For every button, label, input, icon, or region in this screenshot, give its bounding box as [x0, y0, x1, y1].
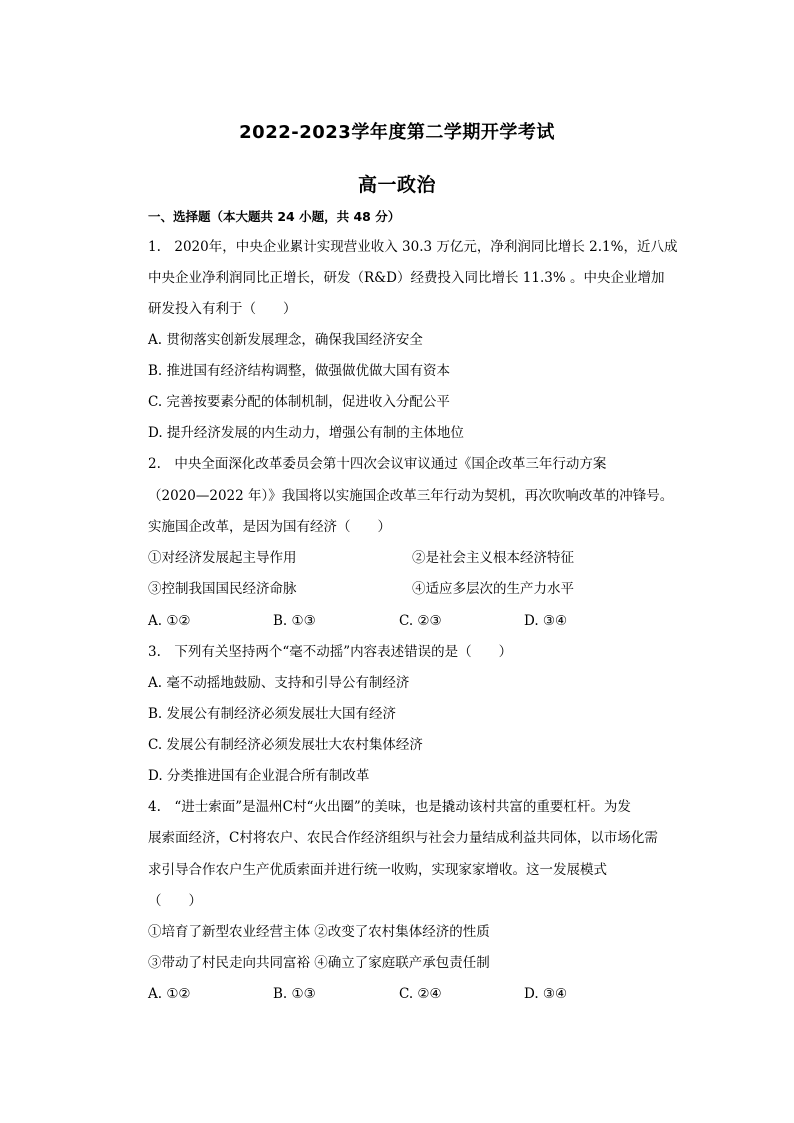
q4-option-d[interactable]: D. ③④: [524, 986, 568, 1002]
q1-option-b[interactable]: B. 推进国有经济结构调整，做强做优做大国有资本: [148, 363, 451, 379]
q2-statement-2: ②是社会主义根本经济特征: [412, 550, 574, 566]
q4-option-c[interactable]: C. ②④: [399, 986, 442, 1002]
q1-option-a[interactable]: A. 贯彻落实创新发展理念，确保我国经济安全: [148, 332, 423, 348]
q2-stem-line-2: （2020—2022 年）》我国将以实施国企改革三年行动为契机，再次吹响改革的冲锋号。: [148, 488, 674, 504]
q4-statements-line-1: ①培育了新型农业经营主体 ②改变了农村集体经济的性质: [148, 924, 490, 940]
q2-option-c[interactable]: C. ②③: [399, 613, 442, 629]
q3-option-c[interactable]: C. 发展公有制经济必须发展壮大农村集体经济: [148, 737, 423, 753]
q2-option-b[interactable]: B. ①③: [273, 613, 316, 629]
section-heading: 一、选择题（本大题共 24 小题，共 48 分）: [148, 209, 401, 224]
q1-option-d[interactable]: D. 提升经济发展的内生动力，增强公有制的主体地位: [148, 425, 464, 441]
q2-stem-line-1: 2. 中央全面深化改革委员会第十四次会议审议通过《国企改革三年行动方案: [148, 456, 607, 472]
q1-stem-line-2: 中央企业净利润同比正增长，研发（R&D）经费投入同比增长 11.3% 。中央企业增加: [148, 270, 665, 286]
q1-stem-line-1: 1. 2020年，中央企业累计实现营业收入 30.3 万亿元，净利润同比增长 2.1%，近八成: [148, 239, 678, 255]
q3-option-a[interactable]: A. 毫不动摇地鼓励、支持和引导公有制经济: [148, 675, 410, 691]
q2-statement-4: ④适应多层次的生产力水平: [412, 581, 574, 597]
q4-option-a[interactable]: A. ①②: [148, 986, 191, 1002]
q2-option-a[interactable]: A. ①②: [148, 613, 191, 629]
q4-statements-line-2: ③带动了村民走向共同富裕 ④确立了家庭联产承包责任制: [148, 955, 490, 971]
q1-stem-line-3: 研发投入有利于（ ）: [148, 301, 297, 317]
q4-option-b[interactable]: B. ①③: [273, 986, 316, 1002]
exam-title: 2022-2023学年度第二学期开学考试: [239, 122, 555, 143]
exam-subject: 高一政治: [357, 174, 436, 196]
q4-stem-line-4: （ ）: [148, 893, 202, 909]
q2-statement-1: ①对经济发展起主导作用: [148, 550, 297, 566]
q4-stem-line-3: 求引导合作农户生产优质索面并进行统一收购，实现家家增收。这一发展模式: [148, 862, 607, 878]
q2-statement-3: ③控制我国国民经济命脉: [148, 581, 297, 597]
q2-stem-line-3: 实施国企改革，是因为国有经济（ ）: [148, 519, 391, 535]
q4-stem-line-1: 4. “进士索面”是温州C村“火出圈”的美味，也是撬动该村共富的重要杠杆。为发: [148, 799, 631, 815]
q3-stem-line-1: 3. 下列有关坚持两个“毫不动摇”内容表述错误的是（ ）: [148, 644, 513, 660]
q2-option-d[interactable]: D. ③④: [524, 613, 568, 629]
q1-option-c[interactable]: C. 完善按要素分配的体制机制，促进收入分配公平: [148, 394, 450, 410]
q3-option-d[interactable]: D. 分类推进国有企业混合所有制改革: [148, 768, 370, 784]
q4-stem-line-2: 展索面经济，C村将农户、农民合作经济组织与社会力量结成利益共同体，以市场化需: [148, 830, 658, 846]
q3-option-b[interactable]: B. 发展公有制经济必须发展壮大国有经济: [148, 706, 397, 722]
